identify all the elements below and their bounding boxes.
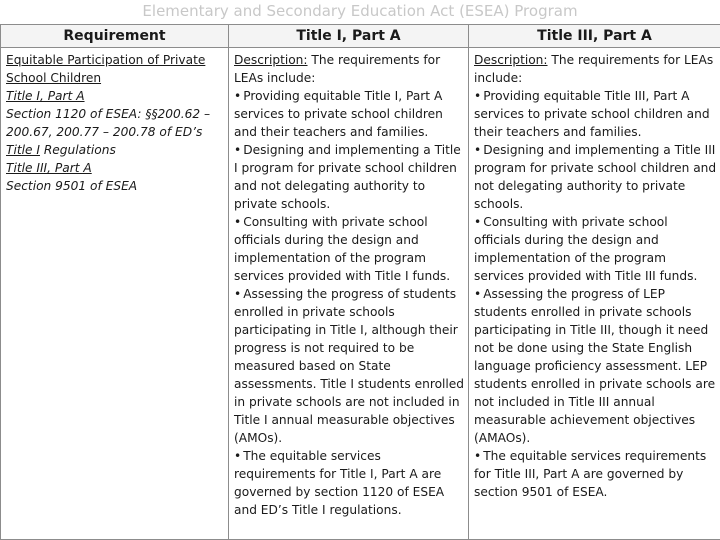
list-item: • Consulting with private school officials during the design and implementation of the program services provided with Title I funds. bbox=[234, 213, 465, 285]
table-header-row bbox=[1, 25, 720, 48]
citation-title-iii: Section 9501 of ESEA bbox=[6, 179, 138, 193]
table-row bbox=[1, 48, 720, 540]
header-title-iii: Title III, Part A bbox=[469, 25, 720, 48]
requirements-table bbox=[0, 24, 720, 540]
list-item: • Providing equitable Title I, Part A services to private school children and their teachers and families. bbox=[234, 87, 465, 141]
list-item: • Assessing the progress of students enrolled in private schools participating in Title I, although their progress is not required to be measured based on State assessments. Title I students enrolled in private schools are not included in Title I annual measurable objectives (AMOs). bbox=[234, 285, 465, 447]
regulations-suffix: Regulations bbox=[39, 143, 116, 157]
page-title: Elementary and Secondary Education Act (ESEA) Program bbox=[0, 0, 720, 22]
list-item: • Consulting with private school officials during the design and implementation of the program services provided with Title III funds. bbox=[474, 213, 717, 285]
title-iii-description bbox=[474, 51, 717, 87]
list-item: • Designing and implementing a Title III program for private school children and not delegating authority to private schools. bbox=[474, 141, 717, 213]
title-iii-part-a-link[interactable]: Title III, Part A bbox=[6, 161, 92, 175]
list-item: • The equitable services requirements for Title III, Part A are governed by section 9501 of ESEA. bbox=[474, 447, 717, 501]
title-i-regulations-link[interactable]: Title I bbox=[6, 143, 40, 157]
title-i-part-a-link[interactable]: Title I, Part A bbox=[6, 89, 85, 103]
description-label: Description: bbox=[474, 53, 548, 67]
title-i-bullet-list bbox=[234, 87, 465, 519]
requirement-cell bbox=[1, 48, 229, 540]
regulations-line bbox=[6, 141, 225, 159]
title-i-description bbox=[234, 51, 465, 87]
title-iii-description-cell bbox=[469, 48, 720, 540]
header-title-i: Title I, Part A bbox=[229, 25, 469, 48]
title-i-description-cell bbox=[229, 48, 469, 540]
list-item: • Designing and implementing a Title I program for private school children and not delegating authority to private schools. bbox=[234, 141, 465, 213]
list-item: • Assessing the progress of LEP students enrolled in private schools participating in Title III, though it need not be done using the State English language proficiency assessment. LEP students enrolled in private schools are not included in Title III annual measurable achievement objectives (AMAOs). bbox=[474, 285, 717, 447]
description-label: Description: bbox=[234, 53, 308, 67]
list-item: • The equitable services requirements for Title I, Part A are governed by section 1120 of ESEA and ED’s Title I regulations. bbox=[234, 447, 465, 519]
list-item: • Providing equitable Title III, Part A services to private school children and their teachers and families. bbox=[474, 87, 717, 141]
title-iii-bullet-list bbox=[474, 87, 717, 501]
equitable-participation-link[interactable]: Equitable Participation of Private School Children bbox=[6, 53, 206, 85]
header-requirement: Requirement bbox=[1, 25, 229, 48]
description-text: The requirements for LEAs include: bbox=[234, 53, 441, 85]
description-text: The requirements for LEAs include: bbox=[474, 53, 714, 85]
citation-title-i: Section 1120 of ESEA: §§200.62 – 200.67, 200.77 – 200.78 of ED’s bbox=[6, 107, 211, 139]
